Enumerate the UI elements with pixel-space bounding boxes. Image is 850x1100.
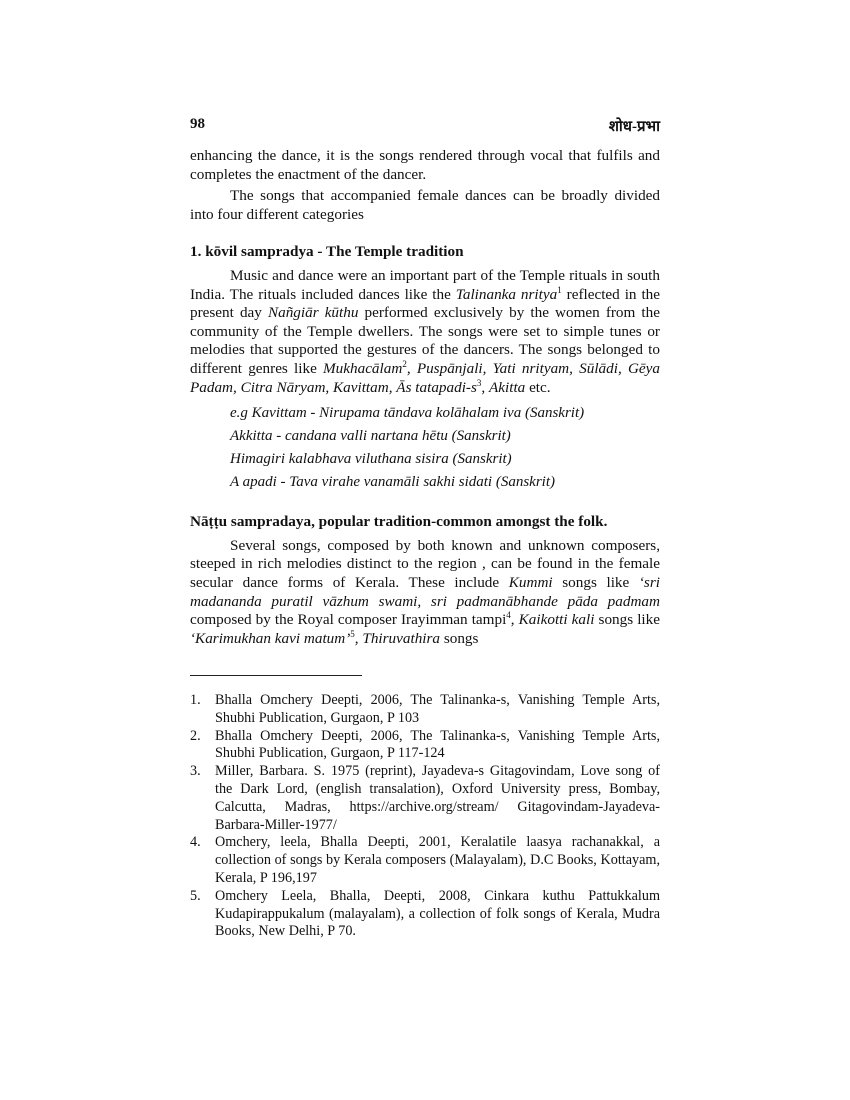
footnote-item: [190, 763, 660, 834]
song-example: A apadi - Tava virahe vanamāli sakhi sidati (Sanskrit): [230, 474, 555, 491]
footnote-divider: [190, 675, 362, 676]
footnote-item: [190, 834, 660, 887]
footnote-text: Omchery Leela, Bhalla, Deepti, 2008, Cinkara kuthu Pattukkalum Kudapirappukalum (malayalam), a collection of folk songs of Kerala, Mudra Books, New Delhi, P 70.: [215, 887, 660, 940]
footnote-item: [190, 888, 660, 941]
footnote-item: [190, 692, 660, 728]
paragraph-temple-tradition: Music and dance were an important part of the Temple rituals in south India. The rituals included dances like the Talinanka nritya$^1$ reflected in the present day Nañgiār kūthu performed exclusively by the women from the community of the Temple dwellers. The songs were set to simple tunes or melodies that supported the gestures of the dancers. The songs belonged to different genres like Mukhacālam$^2$, Puspānjali, Yati nrityam, Sūlādi, Gēya Padam, Citra Nāryam, Kavittam, Ās tatapadi-$s^3$, Akitta etc.: [190, 266, 661, 396]
paragraph-continued: enhancing the dance, it is the songs rendered through vocal that fulfils and completes the enactment of the dancer.: [190, 147, 660, 183]
footnote-ref-5: 5: [350, 628, 355, 639]
journal-title: शोध-प्रभा: [608, 119, 660, 135]
footnote-number: 4.: [190, 834, 201, 851]
section-heading-popular-tradition: Nāṭṭu sampradaya, popular tradition-common amongst the folk.: [190, 513, 608, 531]
footnote-ref-1: 1: [557, 284, 562, 295]
footnote-ref-3: 3: [476, 377, 482, 388]
page-number: 98: [190, 116, 205, 132]
section-heading-temple-tradition: 1. kōvil sampradya - The Temple tradition: [190, 243, 464, 261]
footnotes: [190, 692, 660, 941]
footnote-number: 5.: [190, 887, 201, 904]
song-example: Himagiri kalabhava viluthana sisira (Sanskrit): [230, 451, 512, 468]
paragraph-popular-tradition: Several songs, composed by both known and unknown composers, steeped in rich melodies distinct to the region , can be found in the female secular dance forms of Kerala. These include Kummi songs like ‘sri madananda puratil vāzhum swami, sri padmanābhande pāda padmam composed by the Royal composer Irayimman tampi$^4$, Kaikotti kali songs like ‘Karimukhan kavi matum’$^5$, Thiruvathira songs: [190, 536, 660, 647]
song-example: e.g Kavittam - Nirupama tāndava kolāhalam iva (Sanskrit): [230, 405, 585, 422]
footnote-number: 2.: [190, 727, 201, 744]
song-example: Akkitta - candana valli nartana hētu (Sanskrit): [230, 428, 511, 445]
paragraph-categories: The songs that accompanied female dances can be broadly divided into four different categories: [190, 187, 660, 223]
footnote-text: Omchery, leela, Bhalla Deepti, 2001, Keralatile laasya rachanakkal, a collection of songs by Kerala composers (Malayalam), D.C Books, Kottayam, Kerala, P 196,197: [215, 834, 660, 886]
footnote-item: [190, 728, 660, 764]
footnote-ref-4: 4: [506, 610, 511, 621]
page-header: [190, 116, 660, 138]
song-examples-list: [230, 402, 660, 494]
footnote-text: Miller, Barbara. S. 1975 (reprint), Jayadeva-s Gitagovindam, Love song of the Dark Lord, (english transalation), Oxford University press, Bombay, Calcutta, Madras, https://archive.org/stream/ Gitagovindam-Jayadeva-Barbara-Miller-1977/: [215, 763, 660, 833]
footnote-text: Bhalla Omchery Deepti, 2006, The Talinanka-s, Vanishing Temple Arts, Shubhi Publication, Gurgaon, P 103: [215, 692, 660, 726]
body-text: [190, 147, 660, 648]
footnote-number: 3.: [190, 763, 201, 780]
footnote-ref-2: 2: [402, 358, 407, 369]
footnote-text: Bhalla Omchery Deepti, 2006, The Talinanka-s, Vanishing Temple Arts, Shubhi Publication, Gurgaon, P 117-124: [215, 727, 660, 762]
footnote-number: 1.: [190, 692, 201, 708]
